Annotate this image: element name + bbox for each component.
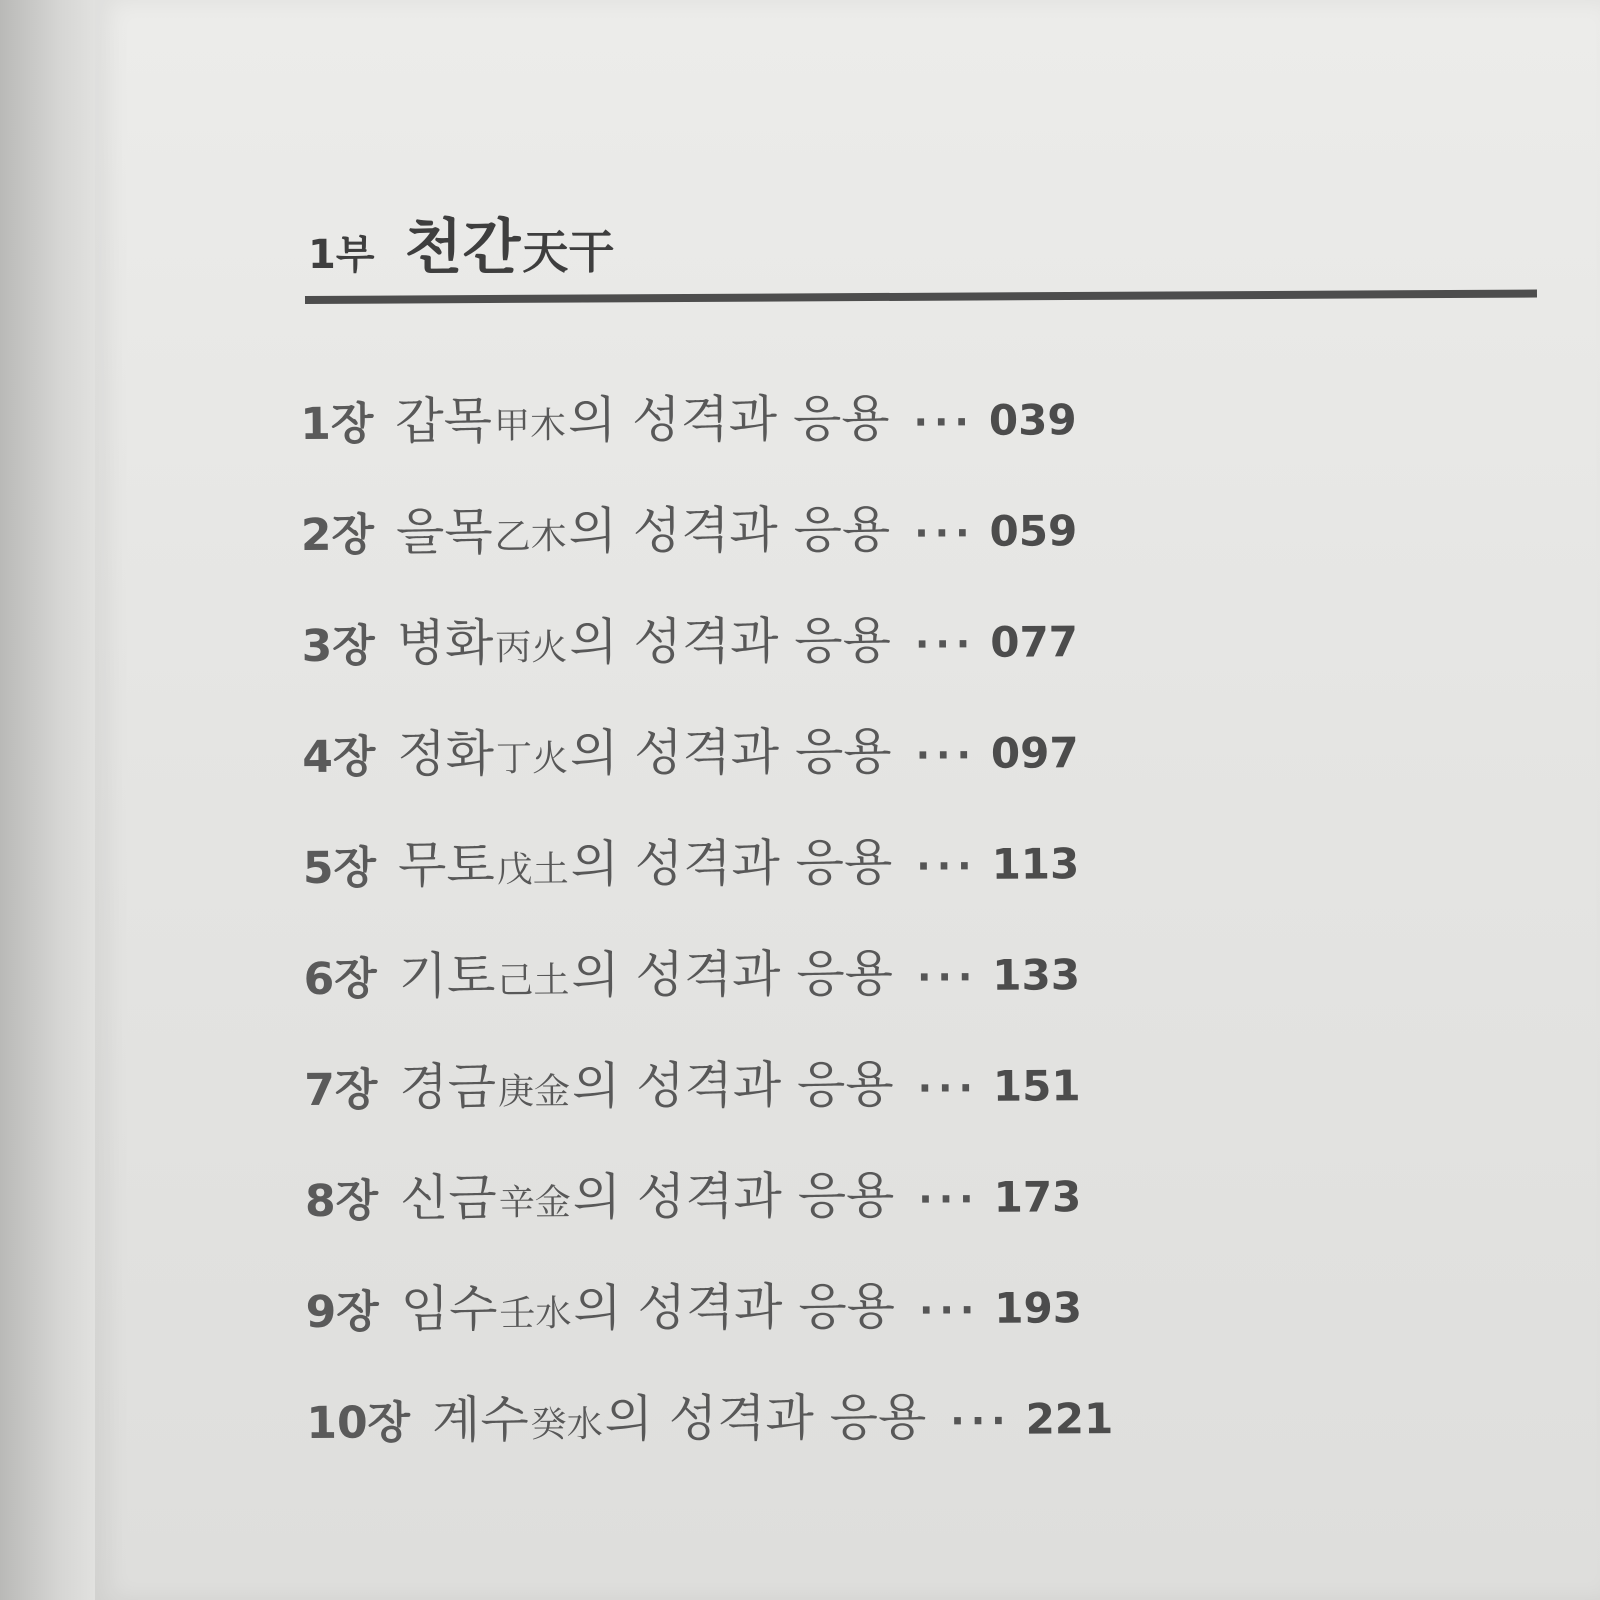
chapter-number: 5장 [302, 842, 377, 894]
toc-entry [301, 599, 1109, 715]
toc-entry [304, 1043, 1112, 1159]
part-number: 1부 [308, 232, 375, 278]
toc-entry [306, 1376, 1114, 1492]
chapter-title-suffix: 의 성격과 응용 [568, 500, 891, 561]
chapter-number: 3장 [301, 620, 375, 672]
chapter-hanja: 癸水 [530, 1404, 603, 1446]
dot-leader: ··· [917, 1065, 980, 1111]
dot-leader: ··· [918, 1287, 981, 1333]
toc-entry [303, 821, 1111, 937]
page-number: 133 [992, 950, 1081, 1000]
chapter-hanja: 丙火 [495, 627, 568, 669]
chapter-hanja: 庚金 [497, 1071, 571, 1113]
chapter-number: 2장 [300, 509, 375, 561]
chapter-title-suffix: 의 성격과 응용 [572, 1166, 895, 1227]
chapter-number: 6장 [303, 953, 377, 1005]
chapter-title: 임수 [400, 1279, 498, 1339]
chapter-number: 4장 [302, 731, 376, 783]
chapter-title: 갑목 [395, 391, 493, 451]
dot-leader: ··· [913, 399, 976, 445]
chapter-title-suffix: 의 성격과 응용 [573, 1277, 896, 1338]
chapter-title: 정화 [397, 724, 495, 784]
part-heading [308, 200, 614, 286]
chapter-hanja: 丁火 [495, 738, 569, 780]
chapter-number: 9장 [305, 1286, 379, 1338]
chapter-number: 10장 [306, 1397, 411, 1449]
toc-entry [303, 932, 1111, 1048]
chapter-number: 8장 [304, 1175, 379, 1227]
chapter-title: 병화 [396, 613, 494, 673]
dot-leader: ··· [916, 954, 979, 1000]
chapter-title: 을목 [395, 502, 493, 562]
toc-entry [302, 710, 1110, 826]
toc-entry [305, 1154, 1113, 1270]
dot-leader: ··· [915, 732, 978, 778]
chapter-title-suffix: 의 성격과 응용 [567, 389, 890, 450]
page-number: 151 [992, 1061, 1081, 1111]
chapter-title-suffix: 의 성격과 응용 [571, 944, 894, 1005]
chapter-title-suffix: 의 성격과 응용 [570, 833, 893, 894]
chapter-number: 7장 [304, 1064, 378, 1116]
part-title-hanja: 天干 [522, 225, 615, 279]
page-number: 173 [993, 1172, 1082, 1222]
chapter-hanja: 戊土 [496, 849, 569, 891]
dot-leader: ··· [914, 510, 976, 556]
chapter-title: 기토 [398, 946, 496, 1006]
chapter-hanja: 辛金 [498, 1182, 571, 1224]
chapter-title: 계수 [431, 1390, 529, 1450]
page-number: 039 [988, 395, 1077, 445]
toc-entry [300, 377, 1108, 493]
chapter-hanja: 乙木 [494, 516, 567, 558]
dot-leader: ··· [916, 843, 978, 889]
chapter-hanja: 甲木 [493, 405, 567, 447]
chapter-title: 신금 [399, 1168, 497, 1228]
part-title: 천간 [404, 213, 521, 283]
chapter-number: 1장 [300, 398, 374, 450]
page-number: 113 [991, 839, 1080, 889]
dot-leader: ··· [914, 621, 977, 667]
toc-entry [301, 488, 1109, 604]
page-number: 059 [989, 506, 1078, 556]
chapter-title: 경금 [399, 1057, 497, 1117]
table-of-contents [300, 377, 1114, 1492]
chapter-title: 무토 [397, 835, 495, 895]
page-number: 077 [990, 617, 1079, 667]
chapter-title-suffix: 의 성격과 응용 [571, 1055, 894, 1116]
dot-leader: ··· [950, 1398, 1012, 1444]
chapter-hanja: 壬水 [499, 1293, 572, 1335]
page-number: 097 [990, 728, 1079, 778]
toc-entry [305, 1265, 1113, 1381]
chapter-title-suffix: 의 성격과 응용 [569, 722, 892, 783]
page-number: 193 [994, 1283, 1083, 1333]
chapter-title-suffix: 의 성격과 응용 [569, 611, 892, 672]
page-number: 221 [1025, 1394, 1114, 1444]
page-gutter [0, 0, 110, 1600]
dot-leader: ··· [918, 1176, 980, 1222]
chapter-title-suffix: 의 성격과 응용 [604, 1388, 927, 1449]
chapter-hanja: 己土 [497, 960, 570, 1002]
